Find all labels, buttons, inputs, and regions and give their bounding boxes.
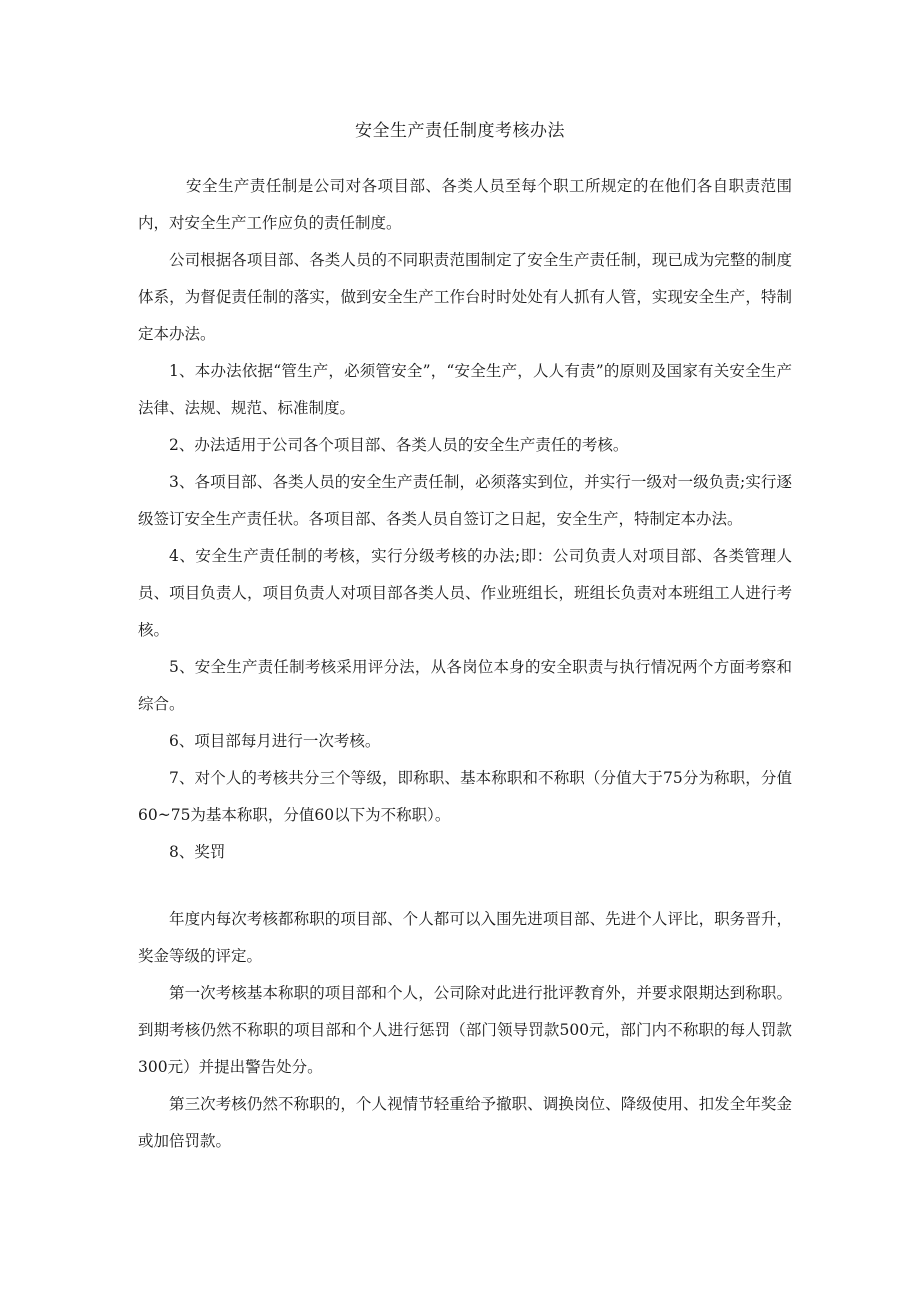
clause-3: 3、各项目部、各类人员的安全生产责任制，必须落实到位，并实行一级对一级负责;实行逐级签订安全生产责任状。各项目部、各类人员自签订之日起，安全生产，特制定本办法。 (138, 473, 792, 528)
clause-7: 7、对个人的考核共分三个等级，即称职、基本称职和不称职（分值大于75分为称职，分值60~75为基本称职，分值60以下为不称职）。 (138, 769, 792, 824)
clause-1: 1、本办法依据“管生产，必须管安全”，“安全生产，人人有责”的原则及国家有关安全生产法律、法规、规范、标准制度。 (138, 362, 792, 417)
document-body (138, 168, 792, 1160)
clause-2: 2、办法适用于公司各个项目部、各类人员的安全生产责任的考核。 (169, 436, 629, 454)
paragraph-intro: 安全生产责任制是公司对各项目部、各类人员至每个职工所规定的在他们各自职责范围内，对安全生产工作应负的责任制度。 (138, 177, 792, 232)
reward-paragraph: 年度内每次考核都称职的项目部、个人都可以入围先进项目部、先进个人评比，职务晋升，奖金等级的评定。 (138, 910, 792, 965)
penalty-third-paragraph: 第三次考核仍然不称职的，个人视情节轻重给予撤职、调换岗位、降级使用、扣发全年奖金或加倍罚款。 (138, 1095, 792, 1150)
document-title: 安全生产责任制度考核办法 (355, 121, 565, 141)
clause-8-heading: 8、奖罚 (169, 843, 226, 861)
penalty-first-paragraph: 第一次考核基本称职的项目部和个人，公司除对此进行批评教育外，并要求限期达到称职。到期考核仍然不称职的项目部和个人进行惩罚（部门领导罚款500元，部门内不称职的每人罚款300元）并提出警告处分。 (138, 984, 792, 1076)
clause-6: 6、项目部每月进行一次考核。 (169, 732, 381, 750)
paragraph-purpose: 公司根据各项目部、各类人员的不同职责范围制定了安全生产责任制，现已成为完整的制度体系，为督促责任制的落实，做到安全生产工作台时时处处有人抓有人管，实现安全生产，特制定本办法。 (138, 251, 792, 343)
clause-4: 4、安全生产责任制的考核，实行分级考核的办法;即：公司负责人对项目部、各类管理人员、项目负责人，项目负责人对项目部各类人员、作业班组长，班组长负责对本班组工人进行考核。 (138, 547, 792, 639)
clause-5: 5、安全生产责任制考核采用评分法，从各岗位本身的安全职责与执行情况两个方面考察和综合。 (138, 658, 792, 713)
